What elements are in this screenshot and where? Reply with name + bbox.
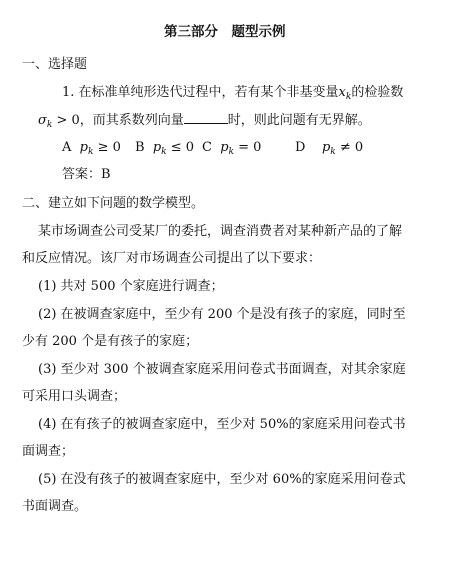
option-d: D $p_k \ne 0$ [295, 140, 364, 157]
body-line: 和反应情况。该厂对市场调查公司提出了以下要求： [22, 251, 322, 266]
body-line: (2) 在被调查家庭中，至少有 200 个是没有孩子的家庭，同时至 [38, 307, 406, 322]
sigma-symbol: σ [38, 113, 47, 128]
question-1-line-1 [62, 85, 403, 102]
question-1-prefix: 1. 在标准单纯形迭代过程中，若有某个非基变量 [62, 85, 339, 100]
answer-blank [184, 112, 228, 124]
body-line: (4) 在有孩子的被调查家庭中，至少对 50%的家庭采用问卷式书 [38, 417, 406, 432]
body-line: 面调查； [22, 444, 75, 459]
answer-line: 答案：B [62, 167, 111, 182]
sigma-sub: k [46, 120, 53, 130]
body-line: 某市场调查公司受某厂的委托，调查消费者对某种新产品的了解 [38, 224, 403, 239]
page-title: 第三部分 题型示例 [164, 24, 286, 40]
body-line: (3) 至少对 300 个被调查家庭采用问卷式书面调查，对其余家庭 [38, 362, 406, 377]
option-b: B $p_k \le 0$ [135, 140, 195, 157]
section-1-heading: 一、选择题 [22, 57, 88, 72]
body-line: (5) 在没有孩子的被调查家庭中，至少对 60%的家庭采用问卷式 [38, 472, 406, 487]
question-1-var-sub: k [345, 92, 352, 102]
question-1-line-2 [38, 112, 371, 130]
question-1-end: 时，则此问题有无界解。 [227, 113, 371, 128]
body-line: 少有 200 个是有孩子的家庭； [22, 334, 199, 349]
body-line: (1) 共对 500 个家庭进行调查； [38, 279, 224, 294]
section-2-heading: 二、建立如下问题的数学模型。 [22, 196, 205, 211]
option-a: A $p_k \ge 0$ [62, 140, 121, 157]
body-line: 可采用口头调查； [22, 389, 127, 404]
option-c: C $p_k = 0$ [202, 140, 262, 157]
body-line: 书面调查。 [22, 499, 88, 514]
question-1-var: x [338, 85, 346, 100]
question-1-condition: > 0，而其系数列向量 [52, 113, 184, 128]
question-1-suffix: 的检验数 [351, 85, 404, 100]
